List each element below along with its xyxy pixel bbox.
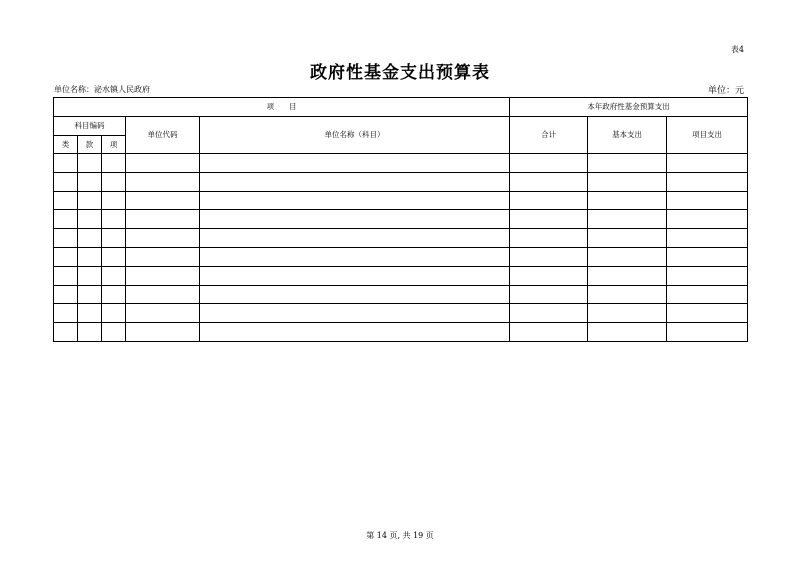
table-cell <box>200 323 510 342</box>
table-row <box>54 285 748 304</box>
table-cell <box>102 247 126 266</box>
table-cell <box>54 323 78 342</box>
table-cell <box>667 210 748 229</box>
table-cell <box>510 323 588 342</box>
table-cell <box>200 247 510 266</box>
table-cell <box>54 191 78 210</box>
header-subject-code: 科目编码 <box>54 117 126 136</box>
table-cell <box>200 172 510 191</box>
table-cell <box>200 210 510 229</box>
table-cell <box>510 229 588 248</box>
table-row <box>54 323 748 342</box>
table-cell <box>54 304 78 323</box>
table-cell <box>78 229 102 248</box>
table-cell <box>102 191 126 210</box>
header-total: 合计 <box>510 117 588 154</box>
table-row <box>54 154 748 173</box>
table-cell <box>667 154 748 173</box>
header-project-expense: 项目支出 <box>667 117 748 154</box>
table-cell <box>54 266 78 285</box>
page-title: 政府性基金支出预算表 <box>310 63 490 83</box>
header-lei: 类 <box>54 136 78 154</box>
table-row <box>54 304 748 323</box>
table-cell <box>78 154 102 173</box>
table-number: 表4 <box>730 45 744 54</box>
table-cell <box>510 172 588 191</box>
table-cell <box>102 266 126 285</box>
table-cell <box>510 266 588 285</box>
table-cell <box>102 210 126 229</box>
currency-unit: 单位：元 <box>707 86 744 96</box>
table-cell <box>54 172 78 191</box>
table-cell <box>126 210 200 229</box>
table-cell <box>510 285 588 304</box>
table-cell <box>588 172 667 191</box>
table-cell <box>588 210 667 229</box>
table-cell <box>510 154 588 173</box>
page-footer: 第 14 页, 共 19 页 <box>366 531 434 540</box>
table-cell <box>126 304 200 323</box>
table-cell <box>510 191 588 210</box>
table-cell <box>667 266 748 285</box>
table-cell <box>126 247 200 266</box>
table-cell <box>78 191 102 210</box>
table-cell <box>78 266 102 285</box>
table-cell <box>588 191 667 210</box>
table-cell <box>588 266 667 285</box>
table-cell <box>667 304 748 323</box>
table-cell <box>510 210 588 229</box>
table-cell <box>588 154 667 173</box>
table-cell <box>667 229 748 248</box>
header-basic-expense: 基本支出 <box>588 117 667 154</box>
unit-name: 单位名称：泌水镇人民政府 <box>54 85 150 94</box>
table-cell <box>510 247 588 266</box>
table-row <box>54 229 748 248</box>
header-fund-expense: 本年政府性基金预算支出 <box>510 98 748 117</box>
table-cell <box>126 154 200 173</box>
table-cell <box>200 154 510 173</box>
header-xiang: 项 <box>102 136 126 154</box>
table-cell <box>54 229 78 248</box>
table-cell <box>588 304 667 323</box>
table-cell <box>102 229 126 248</box>
table-cell <box>54 247 78 266</box>
table-row <box>54 266 748 285</box>
header-project: 项 目 <box>54 98 510 117</box>
table-cell <box>588 285 667 304</box>
table-cell <box>588 323 667 342</box>
table-cell <box>667 172 748 191</box>
header-kuan: 款 <box>78 136 102 154</box>
table-cell <box>200 266 510 285</box>
table-row <box>54 191 748 210</box>
table-cell <box>126 285 200 304</box>
table-cell <box>588 247 667 266</box>
table-cell <box>126 191 200 210</box>
table-cell <box>200 285 510 304</box>
table-cell <box>200 304 510 323</box>
table-row <box>54 247 748 266</box>
table-cell <box>667 285 748 304</box>
table-body <box>54 154 748 342</box>
budget-table <box>53 97 748 342</box>
table-cell <box>102 172 126 191</box>
table-cell <box>126 266 200 285</box>
table-row <box>54 210 748 229</box>
table-row <box>54 172 748 191</box>
table-cell <box>78 172 102 191</box>
table-cell <box>78 210 102 229</box>
table-cell <box>667 323 748 342</box>
table-cell <box>667 191 748 210</box>
table-cell <box>102 323 126 342</box>
table-cell <box>200 229 510 248</box>
table-cell <box>126 323 200 342</box>
table-cell <box>78 247 102 266</box>
table-cell <box>78 304 102 323</box>
table-cell <box>54 154 78 173</box>
table-cell <box>126 172 200 191</box>
table-cell <box>54 210 78 229</box>
table-cell <box>78 323 102 342</box>
table-cell <box>102 154 126 173</box>
table-cell <box>54 285 78 304</box>
table-cell <box>510 304 588 323</box>
table-cell <box>200 191 510 210</box>
table-cell <box>588 229 667 248</box>
header-unit-code: 单位代码 <box>126 117 200 154</box>
table-cell <box>102 304 126 323</box>
table-cell <box>667 247 748 266</box>
table-cell <box>78 285 102 304</box>
table-cell <box>126 229 200 248</box>
header-unit-subject-name: 单位名称（科目） <box>200 117 510 154</box>
table-cell <box>102 285 126 304</box>
